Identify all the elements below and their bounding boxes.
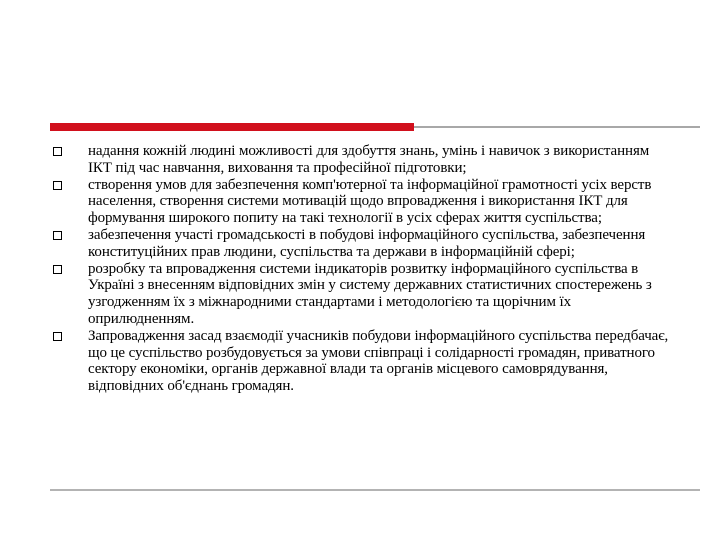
bullet-item: [50, 227, 675, 261]
bullet-text: забезпечення участі громадськості в побудові інформаційного суспільства, забезпечення конституційних прав людини, суспільства та держави в інформаційній сфері;: [88, 226, 646, 260]
hollow-square-bullet-icon: [53, 181, 62, 190]
hollow-square-bullet-icon: [53, 147, 62, 156]
bullet-text: надання кожній людині можливості для здобуття знань, умінь і навичок з використанням ІКТ під час навчання, виховання та професійної підготовки;: [88, 143, 650, 176]
title-accent-bar: [50, 123, 414, 131]
bullet-item: [50, 261, 675, 328]
bullet-text: Запровадження засад взаємодії учасників побудови інформаційного суспільства передбачає, що це суспільство розбудовується за умови співпраці і солідарності громадян, приватного сектору економіки, органів державної влади та органів місцевого самоврядування, відповідних об'єднань громадян.: [88, 327, 669, 395]
bullet-list: [50, 143, 675, 395]
footer-divider-line: [50, 489, 700, 491]
title-divider-line: [414, 126, 700, 128]
bullet-item: [50, 177, 675, 227]
bullet-item: [50, 328, 675, 395]
bullet-item: [50, 143, 675, 177]
hollow-square-bullet-icon: [53, 231, 62, 240]
bullet-text: розробку та впровадження системи індикаторів розвитку інформаційного суспільства в Україні з внесенням відповідних змін у систему державних статистичних спостережень з узгодженням їх з міжнародними стандартами і методологією та щорічним їх оприлюдненням.: [88, 260, 652, 327]
bullet-text: створення умов для забезпечення комп'ютерної та інформаційної грамотності усіх верств населення, створення системи мотивацій щодо впровадження і використання ІКТ для формування широкого попиту на такі технології в усіх сферах життя суспільства;: [88, 176, 652, 227]
hollow-square-bullet-icon: [53, 332, 62, 341]
hollow-square-bullet-icon: [53, 265, 62, 274]
